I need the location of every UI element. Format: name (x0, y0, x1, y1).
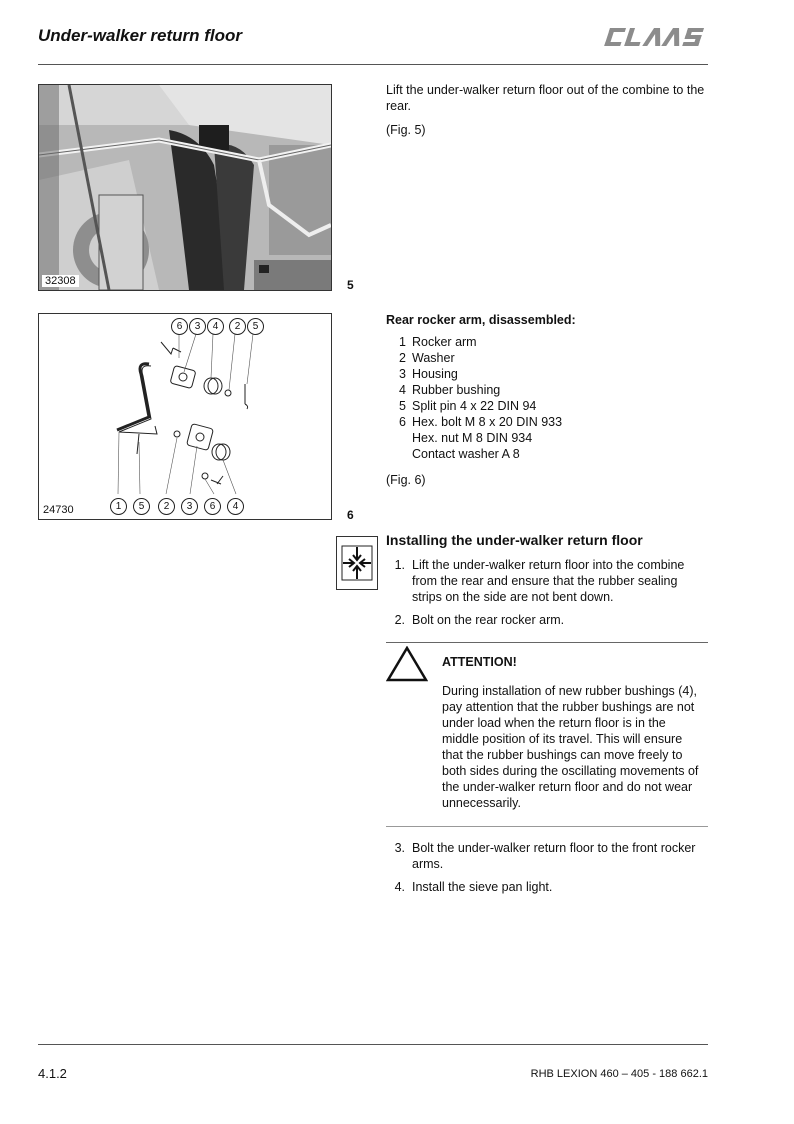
list-item: 5 Split pin 4 x 22 DIN 94 (399, 399, 537, 413)
figure-6-drawing (38, 313, 332, 520)
figure-5-image-code: 32308 (42, 275, 79, 287)
install-heading: Installing the under-walker return floor (386, 532, 643, 548)
footer-section-number: 4.1.2 (38, 1066, 67, 1081)
warning-triangle-icon (386, 646, 428, 682)
callout-bottom-6: 4 (227, 498, 244, 515)
parts-list (386, 334, 708, 462)
figure-6-reference: (Fig. 6) (386, 473, 426, 487)
install-steps-a (386, 557, 708, 635)
figure-6-bottom-callouts (110, 498, 244, 515)
attention-top-rule (386, 642, 708, 643)
rocker-arm-exploded-drawing (39, 314, 331, 519)
footer-document-id: RHB LEXION 460 – 405 - 188 662.1 (530, 1068, 708, 1080)
figure-5-number: 5 (347, 278, 354, 292)
callout-top-2: 3 (189, 318, 206, 335)
list-item: 3. Bolt the under-walker return floor to the front rocker arms. (394, 841, 696, 871)
list-item: 2. Bolt on the rear rocker arm. (394, 613, 565, 627)
parts-heading: Rear rocker arm, disassembled: (386, 313, 576, 327)
claas-logo (604, 22, 708, 52)
list-item: 2 Washer (399, 351, 455, 365)
combine-photo-illustration (39, 85, 331, 290)
install-steps-b (386, 840, 708, 902)
callout-bottom-2: 5 (133, 498, 150, 515)
list-item: 3 Housing (399, 367, 458, 381)
figure-5-photo (38, 84, 332, 291)
attention-text: During installation of new rubber bushings (4), pay attention that the rubber bushings are not under load when the return floor is in the middle position of its travel. This will ensure that the rubber bushings can move freely to both sides during the oscillating movements of the under-walker return floor and do not wear unnecessarily. (442, 684, 699, 810)
figure-6-top-callouts (171, 318, 264, 335)
list-item: 1. Lift the under-walker return floor into the combine from the rear and ensure that the rubber sealing strips on the side are not bent down. (394, 558, 685, 604)
callout-bottom-1: 1 (110, 498, 127, 515)
list-item: Hex. nut M 8 DIN 934 (412, 431, 533, 445)
figure-6-number: 6 (347, 508, 354, 522)
list-item: 4. Install the sieve pan light. (394, 880, 553, 894)
list-item: 4 Rubber bushing (399, 383, 501, 397)
figure-6-image-code: 24730 (43, 504, 74, 516)
attention-title: ATTENTION! (442, 655, 517, 669)
page-title: Under-walker return floor (38, 26, 243, 45)
callout-top-4: 2 (229, 318, 246, 335)
callout-bottom-4: 3 (181, 498, 198, 515)
callout-top-3: 4 (207, 318, 224, 335)
callout-top-5: 5 (247, 318, 264, 335)
callout-bottom-3: 2 (158, 498, 175, 515)
callout-top-1: 6 (171, 318, 188, 335)
assembly-icon (336, 536, 378, 590)
list-item: 1 Rocker arm (399, 335, 477, 349)
header-rule (38, 64, 708, 65)
list-item: Contact washer A 8 (412, 447, 520, 461)
attention-bottom-rule (386, 826, 708, 827)
figure-5-reference: (Fig. 5) (386, 123, 426, 137)
list-item: 6 Hex. bolt M 8 x 20 DIN 933 (399, 415, 563, 429)
footer-rule (38, 1044, 708, 1045)
figure-5-description: Lift the under-walker return floor out of the combine to the rear. (386, 83, 705, 113)
callout-bottom-5: 6 (204, 498, 221, 515)
